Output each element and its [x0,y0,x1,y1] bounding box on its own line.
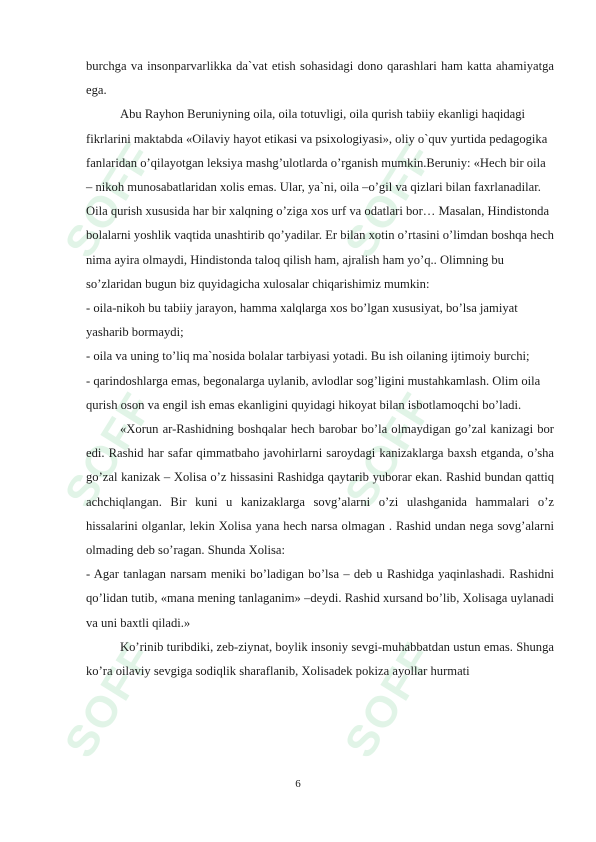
watermark-logo: SOFF [335,383,444,517]
list-item: - qarindoshlarga emas, begonalarga uylanib, avlodlar sog’ligini mustahkamlash. Olim oila qurish oson va engil ish emas ekanligini quyidagi hikoyat bilan isbotlamoqchi bo’ladi. [86,373,541,412]
watermark-logo: SOFF [55,133,164,267]
watermark-logo: SOFF [55,383,164,517]
list-item: - oila va uning to’liq ma`nosida bolalar tarbiyasi yotadi. Bu ish oilaning ijtimoiy burchi; [86,349,530,364]
watermark-logo: SOFF [55,633,164,767]
paragraph: - Agar tanlagan narsam meniki bo’ladigan bo’lsa – deb u Rashidga yaqinlashadi. Rashidni qo’lidan tutib, «mana mening tanlaganim» –deydi. Rashid xursand bo’lib, Xolisaga uylanadi va uni baxtli qiladi.» [86,567,554,630]
paragraph: «Xorun ar-Rashidning boshqalar hech barobar bo’la olmaydigan go’zal kanizagi bor edi. Rashid har safar qimmatbaho javohirlarni saroydagi kanizaklarga baxsh etganda, o’sha go’zal kanizak – Xolisa o’z hissasini Rashidga qaytarib yuborar ekan. Rashid bundan qattiq achchiqlangan. Bir kuni u kanizaklarga sovg’alarni o’zi ulashganida hammalari o’z hissalarini olganlar, lekin Xolisa yana hech narsa olmagan . Rashid undan nega sovg’alarni olmading deb so’ragan. Shunda Xolisa: [86,422,554,558]
paragraph: burchga va insonparvarlikka da`vat etish sohasidagi dono qarashlari ham katta ahamiyatga ega. [86,59,554,98]
page-number: 6 [295,778,301,790]
paragraph: Ko’rinib turibdiki, zeb-ziynat, boylik insoniy sevgi-muhabbatdan ustun emas. Shunga ko’ra oilaviy sevgiga sodiqlik sharaflanib, Xolisadek pokiza ayollar hurmati [86,639,554,679]
watermark-logo: SOFF [335,133,444,267]
list-item: - oila-nikoh bu tabiiy jarayon, hamma xalqlarga xos bo’lgan xususiyat, bo’lsa jamiyat yasharib bormaydi; [86,301,518,340]
watermark-logo: SOFF [335,633,444,767]
paragraph: Abu Rayhon Beruniyning oila, oila totuvligi, oila qurish tabiiy ekanligi haqidagi fikrlarini maktabda «Oilaviy hayot etikasi va psixologiyasi», oliy o`quv yurtida pedagogika fanlaridan o’qilayotgan leksiya mashg’ulotlarda o’rganish mumkin.Beruniy: «Hech bir oila – nikoh munosabatlaridan xolis emas. Ular, ya`ni, oila –o’gil va qizlari bilan faxrlanadilar. Oila qurish xususida har bir xalqning o’ziga xos urf va odatlari bor… Masalan, Hindistonda bolalarni yoshlik vaqtida unashtirib qo’yadilar. Er bilan xotin o’rtasini o’limdan boshqa hech nima ayira olmaydi, Hindistonda taloq qilish ham, ajralish ham yo’q.. Olimning bu so’zlaridan bugun biz quyidagicha xulosalar chiqarishimiz mumkin: [86,107,554,291]
body-text [86,54,554,683]
